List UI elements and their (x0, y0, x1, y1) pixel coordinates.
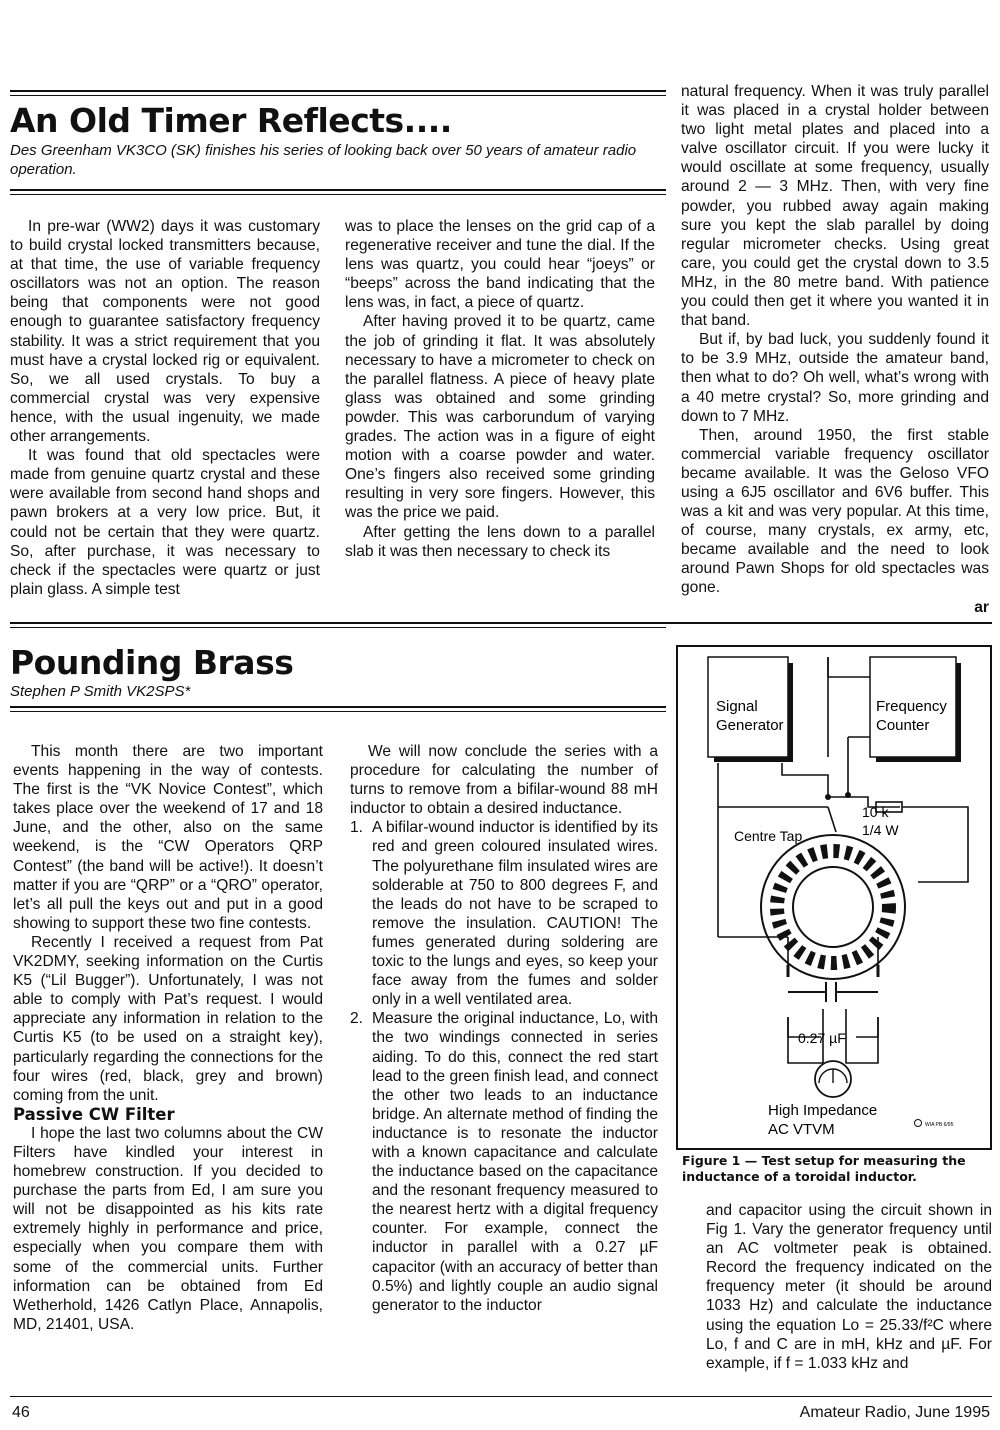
end-mark: ar (974, 598, 989, 616)
article2-column-2 (350, 742, 658, 1315)
deck-rule-thin (10, 194, 666, 195)
byline-rule-thin (10, 711, 666, 712)
top-rule (10, 90, 666, 92)
paragraph: natural frequency. When it was truly parallel it was placed in a crystal holder between two light metal plates and placed into a valve oscillator circuit. If you were lucky it would oscillate at some frequency, usually around 2 — 3 MHz. Then, with very fine powder, you rubbed away again making sure you kept the slab parallel by doing regular micrometer checks. Using great care, you could get the crystal down to 3.5 MHz, in the 80 metre band. With patience you could then get it where you wanted it in that band. (681, 83, 989, 330)
figure-credit: WIA PB 6/95 (925, 1122, 954, 1128)
resistor-value-label: 10 k (862, 804, 889, 820)
paragraph: Then, around 1950, the first stable commercial variable frequency oscillator became available. It was the Geloso VFO using a 6J5 oscillator and 6V6 buffer. This was a kit and was very popular. At this time, of course, many crystals, ex army, etc, became available and the need to look around Pawn Shops for old spectacles was gone. (681, 426, 989, 597)
paragraph: and capacitor using the circuit shown in Fig 1. Vary the generator frequency until an AC voltmeter peak is obtained. Record the frequency indicated on the frequency meter (it should be around 1033 Hz) and calculate the inductance using the equation Lo = 25.33/f²C where Lo, f and C are in mH, kHz and µF. For example, if f = 1.033 kHz and (706, 1202, 992, 1372)
article1-deck: Des Greenham VK3CO (SK) finishes his series of looking back over 50 years of amateur radio operation. (10, 142, 637, 178)
article2-column-1 (13, 742, 323, 1334)
page-number: 46 (12, 1404, 30, 1421)
footer-rule (10, 1396, 992, 1397)
figure-caption: Figure 1 — Test setup for measuring the inductance of a toroidal inductor. (682, 1153, 966, 1184)
svg-text:Generator: Generator (716, 717, 784, 734)
paragraph: It was found that old spectacles were made from genuine quartz crystal and these were available from second hand shops and pawn brokers at a very low price. But, it could not be certain that they were quartz. So, after purchase, it was necessary to check if the spectacles were quartz or just plain glass. A simple test (10, 447, 320, 598)
resistor-power-label: 1/4 W (862, 822, 899, 838)
paragraph: After getting the lens down to a parallel slab it was then necessary to check its (345, 523, 655, 560)
svg-text:Counter: Counter (876, 717, 930, 734)
article2-title: Pounding Brass (10, 643, 294, 682)
toroidal-inductor (761, 835, 905, 979)
subheading: Passive CW Filter (13, 1104, 175, 1124)
article2-byline: Stephen P Smith VK2SPS* (10, 683, 191, 700)
paragraph: Recently I received a request from Pat VK2DMY, seeking information on the Curtis K5 (“Lil Bugger”). Unfortunately, I was not able to comply with Pat’s request. I would appreciate any information in relation to the Curtis K5 (to be used on a straight key), particularly regarding the connections for the four wires (red, black, grey and brown) coming from the unit. (13, 933, 323, 1104)
vtvm-meter (815, 1061, 851, 1097)
copyright-icon (915, 1120, 922, 1127)
centre-tap-label: Centre Tap (734, 828, 803, 844)
paragraph: was to place the lenses on the grid cap of a regenerative receiver and tune the dial. If the lens was quartz, you could hear “joeys” or “beeps” across the band indicating that the lens was, in fact, a piece of quartz. (345, 218, 655, 312)
paragraph: But if, by bad luck, you suddenly found it to be 3.9 MHz, outside the amateur band, then what to do? Oh well, what’s wrong with a 40 metre crystal? So, more grinding and down to 7 MHz. (681, 331, 989, 425)
article2-column-3 (706, 1201, 992, 1373)
article1-column-3 (681, 82, 989, 617)
capacitor-label: 0.27 µF (798, 1030, 846, 1046)
publication-line: Amateur Radio, June 1995 (799, 1404, 990, 1421)
section-rule-thin (10, 627, 666, 628)
paragraph: This month there are two important events happening in the way of contests. The first is the “VK Novice Contest”, which takes place over the weekend of 17 and 18 June, and the other, also on the same weekend, is the “CW Operators QRP Contest” (the band will be active!). It doesn’t matter if you are “QRP” or a “QRO” operator, let’s all pull the keys out and put in a good showing to support these two fine contests. (13, 743, 323, 932)
list-item: 2. Measure the original inductance, Lo, with the two windings connected in series aiding. To do this, connect the red start lead to the green finish lead, and connect the other two leads to an inductance bridge. An alternate method of finding the inductance is to resonate the inductor with a known capacitance and calculate the inductance based on the capacitance and the resonant frequency measured to the nearest hertz with a digital frequency counter. For example, connect the inductor in parallel with a 0.27 µF capacitor (with an accuracy of better than 0.5%) and lightly couple an audio signal generator to the inductor (350, 1010, 658, 1314)
paragraph: After having proved it to be quartz, came the job of grinding it flat. It was absolutely necessary to have a micrometer to check on the parallel flatness. A piece of heavy plate glass was obtained and some grinding powder. This was carborundum of varying grades. The action was in a figure of eight motion with a coarse powder and water. One’s fingers also received some grinding resulting in very sore fingers. However, this was the price we paid. (345, 313, 655, 522)
list-item: 1. A bifilar-wound inductor is identified by its red and green coloured insulated wires. The polyurethane film insulated wires are solderable at 750 to 800 degrees F, and the leads do not have to be scraped to remove the insulation. CAUTION! The fumes generated during soldering are toxic to the lungs and eyes, so keep your face away from the fumes and solder only in a well ventilated area. (350, 819, 658, 1009)
vtvm-label: High Impedance (768, 1102, 878, 1119)
svg-text:AC VTVM: AC VTVM (768, 1121, 835, 1138)
byline-rule (10, 706, 666, 708)
section-rule (10, 622, 992, 624)
figure-1 (676, 645, 992, 1150)
signal-generator-label: Signal (716, 698, 758, 715)
capacitor-symbol (788, 982, 878, 1002)
paragraph: We will now conclude the series with a procedure for calculating the number of turns to remove from a bifilar-wound 88 mH inductor to obtain a desired inductance. (350, 743, 658, 818)
article1-title: An Old Timer Reflects.... (10, 101, 452, 140)
circuit-diagram (678, 647, 990, 1148)
top-rule-thin (10, 95, 666, 96)
frequency-counter-label: Frequency (876, 698, 947, 715)
paragraph: In pre-war (WW2) days it was customary to build crystal locked transmitters because, at that time, the use of variable frequency oscillators was not an option. The reason being that components were not good enough to guarantee satisfactory frequency stability. It was a strict requirement that you must have a crystal locked rig or equivalent. So, we all used crystals. To buy a commercial crystal was very expensive hence, with the usual ingenuity, we made other arrangements. (10, 218, 320, 446)
article1-column-1 (10, 217, 320, 599)
deck-rule (10, 189, 666, 191)
procedure-list (350, 818, 658, 1314)
paragraph: I hope the last two columns about the CW Filters have kindled your interest in homebrew construction. If you decided to purchase the parts from Ed, I am sure you will not be disappointed as his kits rate extremely highly in performance and price, especially when you compare them with some of the commercial units. Further information can be obtained from Ed Wetherhold, 1426 Catlyn Place, Annapolis, MD, 21401, USA. (13, 1124, 323, 1333)
article1-column-2 (345, 217, 655, 561)
